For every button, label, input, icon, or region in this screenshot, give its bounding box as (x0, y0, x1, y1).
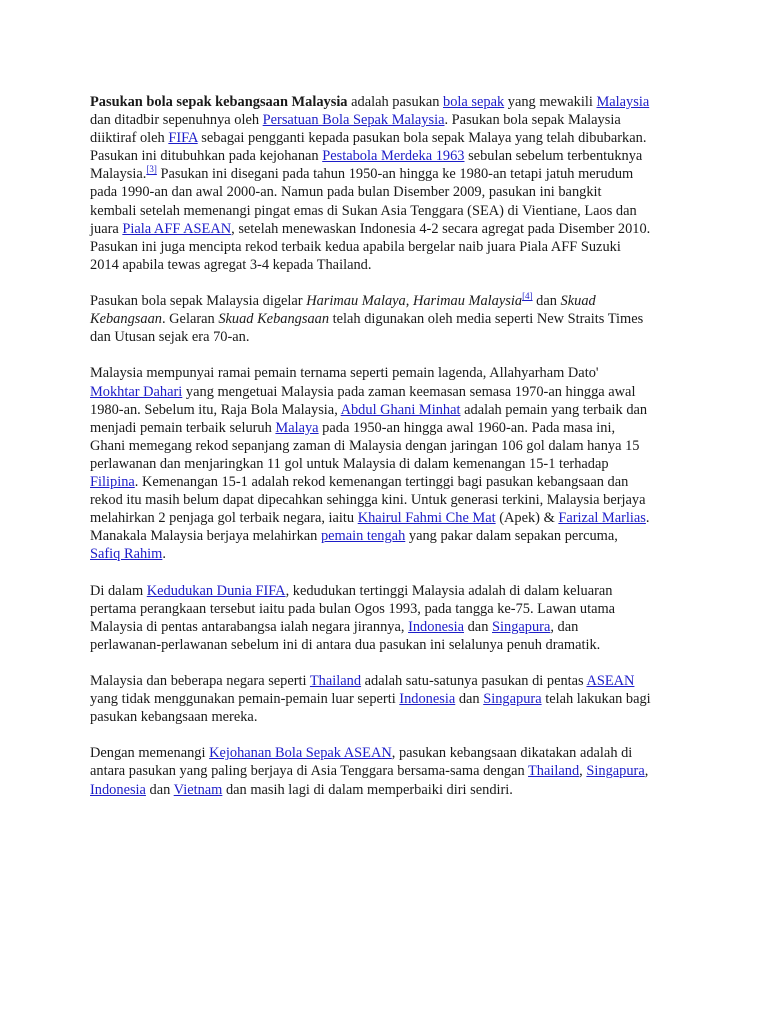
text-run: Pasukan ini disegani pada tahun 1950-an hingga ke 1980-an tetapi jatuh merudum (156, 166, 634, 183)
text-line (90, 383, 688, 401)
text-run: adalah pemain yang terbaik dan (460, 401, 648, 418)
text-line (90, 328, 688, 346)
paragraph (90, 744, 688, 798)
text-run: Pasukan bola sepak Malaysia digelar (90, 293, 307, 310)
italic-text: Skuad (560, 293, 596, 310)
text-run: . Kemenangan 15-1 adalah rekod kemenangan tertinggi bagi pasukan kebangsaan dan (134, 473, 629, 490)
text-line (90, 165, 688, 183)
text-line (90, 256, 688, 274)
text-line (90, 618, 688, 636)
link-filipina[interactable]: Filipina (90, 473, 135, 490)
text-line (90, 473, 688, 491)
text-run: diiktiraf oleh (90, 130, 169, 147)
bold-text: Pasukan bola sepak kebangsaan Malaysia (90, 94, 348, 110)
text-run: , (644, 763, 649, 780)
text-line (90, 364, 688, 382)
link-abdul-ghani-minhat[interactable]: Abdul Ghani Minhat (340, 401, 461, 418)
text-line (90, 111, 688, 129)
link-farizal-marlias[interactable]: Farizal Marlias (558, 510, 646, 527)
link-singapura[interactable]: Singapura (586, 763, 645, 780)
document-body (90, 93, 688, 817)
text-run: sebagai pengganti kepada pasukan bola sepak Malaya yang telah dibubarkan. (197, 130, 647, 147)
text-run: 1980-an. Sebelum itu, Raja Bola Malaysia, (90, 401, 341, 418)
text-line (90, 672, 688, 690)
text-run: Dengan memenangi (90, 745, 210, 762)
text-line (90, 401, 688, 419)
paragraph (90, 672, 688, 726)
text-line (90, 238, 688, 256)
text-line (90, 147, 688, 165)
text-run: antara pasukan yang paling berjaya di Asia Tenggara bersama-sama dengan (90, 763, 529, 780)
text-run: yang tidak menggunakan pemain-pemain luar seperti (90, 691, 400, 708)
link-indonesia[interactable]: Indonesia (90, 781, 146, 798)
text-run: Malaysia dan beberapa negara seperti (90, 673, 310, 689)
text-run: , kedudukan tertinggi Malaysia adalah di dalam keluaran (285, 582, 613, 599)
text-run: adalah pasukan (347, 94, 444, 110)
link-khairul-fahmi-che-mat[interactable]: Khairul Fahmi Che Mat (357, 510, 496, 527)
link-singapura[interactable]: Singapura (483, 691, 542, 708)
italic-text: Kebangsaan (90, 311, 162, 328)
text-line (90, 491, 688, 509)
text-run: . Pasukan bola sepak Malaysia (444, 112, 621, 129)
text-line (90, 129, 688, 147)
text-run: yang mewakili (504, 94, 597, 110)
text-line (90, 310, 688, 328)
text-line (90, 292, 688, 310)
link-indonesia[interactable]: Indonesia (399, 691, 456, 708)
text-line (90, 93, 688, 111)
link-thailand[interactable]: Thailand (528, 763, 580, 780)
link-thailand[interactable]: Thailand (309, 673, 362, 689)
link-asean[interactable]: ASEAN (586, 673, 635, 689)
text-run: yang mengetuai Malaysia pada zaman keemasan semasa 1970-an hingga awal (182, 383, 636, 400)
text-run: pada 1990-an dan awal 2000-an. Namun pada bulan Disember 2009, pasukan ini bangkit (90, 184, 602, 201)
text-line (90, 202, 688, 220)
paragraph (90, 93, 688, 274)
reference-link[interactable]: [4] (522, 291, 533, 302)
text-run: dan masih lagi di dalam memperbaiki diri sendiri. (222, 781, 513, 798)
text-run: juara (90, 220, 123, 237)
text-line (90, 455, 688, 473)
text-run: . Gelaran (161, 311, 219, 328)
italic-text: Skuad Kebangsaan (218, 311, 330, 328)
link-mokhtar-dahari[interactable]: Mokhtar Dahari (90, 383, 183, 400)
link-fifa[interactable]: FIFA (168, 130, 198, 147)
text-run: dan (145, 781, 174, 798)
text-run: Di dalam (90, 582, 147, 599)
text-run: dan ditadbir sepenuhnya oleh (90, 112, 263, 129)
text-run: perlawanan-perlawanan sebelum ini di antara dua pasukan ini selalunya penuh dramatik. (90, 636, 601, 653)
text-run: dan Utusan sejak era 70-an. (90, 329, 250, 346)
text-line (90, 582, 688, 600)
text-run: Pasukan ini juga mencipta rekod terbaik kedua apabila bergelar naib juara Piala AFF Suzuki (90, 238, 621, 255)
text-run: telah digunakan oleh media seperti New Straits Times (329, 311, 644, 328)
text-run: , (579, 763, 587, 780)
text-run: 2014 apabila tewas agregat 3-4 kepada Thailand. (90, 256, 372, 273)
text-run: menjadi pemain terbaik seluruh (90, 419, 276, 436)
text-run: , setelah menewaskan Indonesia 4-2 secara agregat pada Disember 2010. (231, 220, 651, 237)
text-line (90, 744, 688, 762)
link-piala-aff-asean[interactable]: Piala AFF ASEAN (122, 220, 232, 237)
text-line (90, 762, 688, 780)
text-line (90, 600, 688, 618)
text-line (90, 781, 688, 799)
link-kejohanan-bola-sepak-asean[interactable]: Kejohanan Bola Sepak ASEAN (209, 745, 392, 762)
link-safiq-rahim[interactable]: Safiq Rahim (90, 546, 163, 563)
text-run: melahirkan 2 penjaga gol terbaik negara, iaitu (90, 510, 358, 527)
text-line (90, 509, 688, 527)
text-run: perlawanan dan menjaringkan 11 gol untuk Malaysia di dalam kemenangan 15-1 terhadap (90, 455, 609, 472)
text-run: Malaysia. (90, 166, 147, 183)
text-run: kembali setelah memenangi pingat emas di Sukan Asia Tenggara (SEA) di Vientiane, Laos dan (90, 202, 637, 219)
text-line (90, 183, 688, 201)
reference-link[interactable]: [3] (146, 164, 157, 175)
link-persatuan-bola-sepak-malaysia[interactable]: Persatuan Bola Sepak Malaysia (262, 112, 445, 129)
link-malaya[interactable]: Malaya (275, 419, 319, 436)
text-run: . (645, 510, 650, 527)
text-run: Malaysia mempunyai ramai pemain ternama seperti pemain lagenda, Allahyarham Dato' (90, 365, 599, 382)
text-run: , (405, 293, 413, 310)
text-line (90, 220, 688, 238)
link-indonesia[interactable]: Indonesia (408, 618, 465, 635)
text-line (90, 437, 688, 455)
text-run: pada 1950-an hingga awal 1960-an. Pada masa ini, (318, 419, 616, 436)
link-pemain-tengah[interactable]: pemain tengah (320, 528, 406, 545)
text-run: pertama perangkaan tersebut iaitu pada bulan Ogos 1993, pada tangga ke-75. Lawan utama (90, 600, 616, 617)
text-line (90, 419, 688, 437)
text-run: Ghani memegang rekod sepanjang zaman di Malaysia dengan jaringan 106 gol dalam hanya 15 (90, 437, 640, 454)
link-bola-sepak[interactable]: bola sepak (443, 94, 505, 110)
paragraph (90, 582, 688, 654)
text-run: , pasukan kebangsaan dikatakan adalah di (391, 745, 633, 762)
text-line (90, 636, 688, 654)
link-malaysia[interactable]: Malaysia (596, 94, 650, 110)
text-line (90, 545, 688, 563)
text-line (90, 527, 688, 545)
text-run: pasukan kebangsaan mereka. (90, 709, 258, 726)
paragraph (90, 364, 688, 563)
link-singapura[interactable]: Singapura (492, 618, 551, 635)
text-run: telah lakukan bagi (541, 691, 651, 708)
link-pestabola-merdeka-1963[interactable]: Pestabola Merdeka 1963 (322, 148, 465, 165)
text-line (90, 690, 688, 708)
text-run: . (162, 546, 166, 563)
text-line (90, 708, 688, 726)
text-run: yang pakar dalam sepakan percuma, (405, 528, 618, 545)
text-run: sebulan sebelum terbentuknya (464, 148, 643, 165)
text-run: adalah satu-satunya pasukan di pentas (361, 673, 587, 689)
text-run: dan (455, 691, 484, 708)
text-run: Malaysia di pentas antarabangsa ialah negara jirannya, (90, 618, 409, 635)
text-run: Manakala Malaysia berjaya melahirkan (90, 528, 321, 545)
text-run: dan (532, 293, 561, 310)
text-run: rekod itu masih belum dapat dipecahkan sehingga kini. Untuk generasi terkini, Malaysia berjaya (90, 492, 646, 509)
italic-text: Harimau Malaysia (412, 293, 523, 310)
text-run: , dan (550, 618, 579, 635)
text-run: Pasukan ini ditubuhkan pada kejohanan (90, 148, 323, 165)
link-vietnam[interactable]: Vietnam (173, 781, 223, 798)
link-kedudukan-dunia-fifa[interactable]: Kedudukan Dunia FIFA (146, 582, 286, 599)
text-run: (Apek) & (495, 510, 559, 527)
italic-text: Harimau Malaya (306, 293, 406, 310)
text-run: dan (464, 618, 492, 635)
paragraph (90, 292, 688, 346)
